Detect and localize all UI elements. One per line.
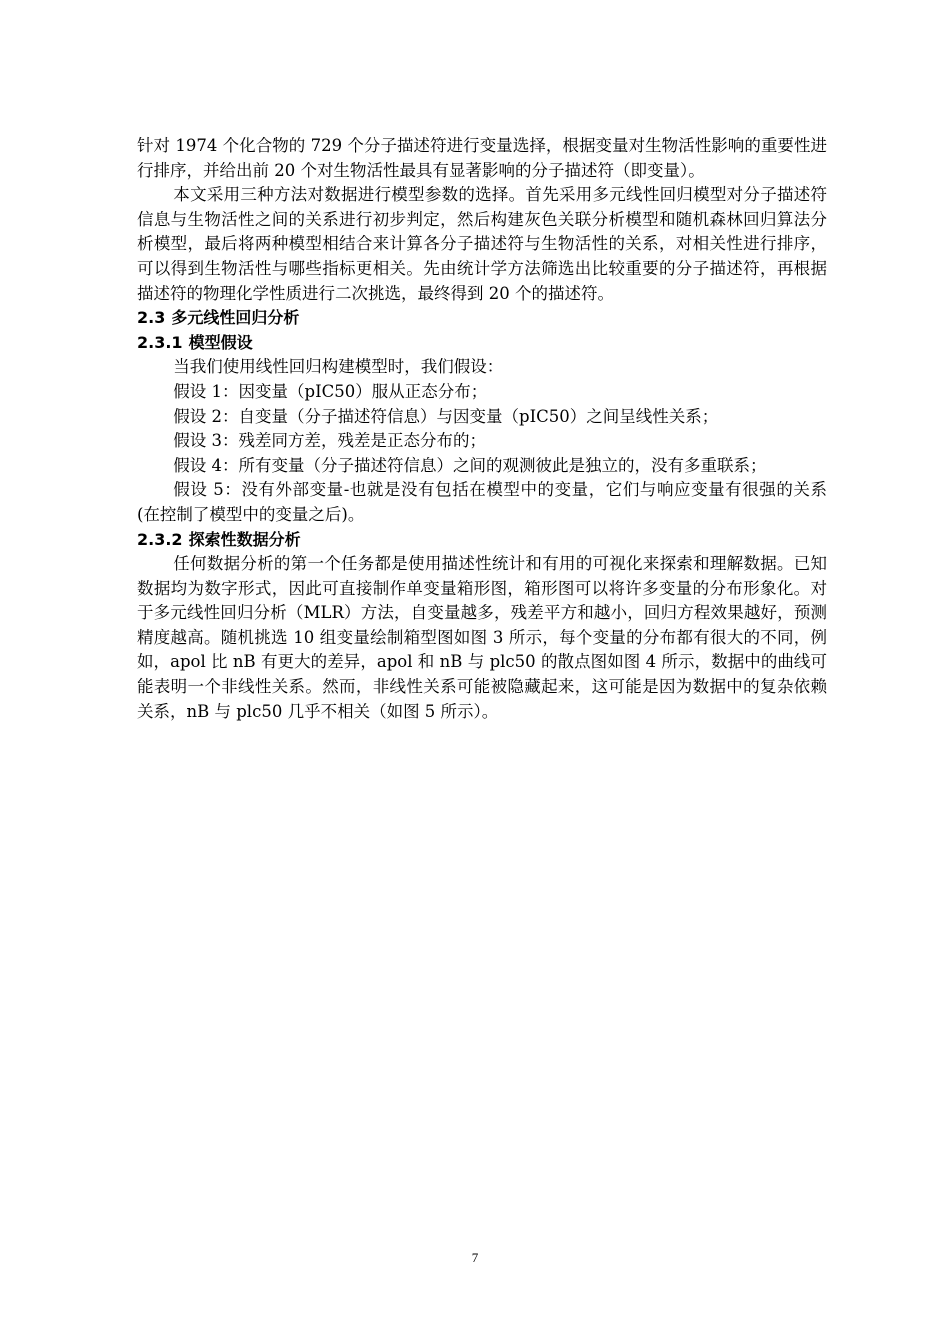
paragraph-variable-selection: 针对 1974 个化合物的 729 个分子描述符进行变量选择，根据变量对生物活性影响的重要性进行排序，并给出前 20 个对生物活性最具有显著影响的分子描述符（即变量）。 <box>137 136 827 180</box>
paragraph-method-overview: 本文采用三种方法对数据进行模型参数的选择。首先采用多元线性回归模型对分子描述符信息与生物活性之间的关系进行初步判定，然后构建灰色关联分析模型和随机森林回归算法分析模型，最后将两种模型相结合来计算各分子描述符与生物活性的关系，对相关性进行排序，可以得到生物活性与哪些指标更相关。先由统计学方法筛选出比较重要的分子描述符，再根据描述符的物理化学性质进行二次挑选，最终得到 20 个的描述符。 <box>137 185 827 303</box>
section-heading-2-3 <box>137 306 827 331</box>
section-number: 2.3.1 <box>137 332 183 352</box>
section-title: 多元线性回归分析 <box>171 308 300 328</box>
assumptions-intro: 当我们使用线性回归构建模型时，我们假设： <box>173 357 504 377</box>
section-title: 探索性数据分析 <box>188 529 301 549</box>
assumption-1: 假设 1：因变量（pIC50）服从正态分布； <box>173 381 488 401</box>
section-number: 2.3.2 <box>137 529 183 549</box>
assumption-2: 假设 2：自变量（分子描述符信息）与因变量（pIC50）之间呈线性关系； <box>173 406 719 426</box>
section-title: 模型假设 <box>188 332 253 352</box>
assumption-5: 假设 5：没有外部变量-也就是没有包括在模型中的变量，它们与响应变量有很强的关系(在控制了模型中的变量之后)。 <box>137 480 827 524</box>
assumption-4: 假设 4：所有变量（分子描述符信息）之间的观测彼此是独立的，没有多重联系； <box>173 455 767 475</box>
paragraph-exploratory-analysis: 任何数据分析的第一个任务都是使用描述性统计和有用的可视化来探索和理解数据。已知数据均为数字形式，因此可直接制作单变量箱形图，箱形图可以将许多变量的分布形象化。对于多元线性回归分析（MLR）方法，自变量越多，残差平方和越小，回归方程效果越好，预测精度越高。随机挑选 10 组变量绘制箱型图如图 3 所示，每个变量的分布都有很大的不同，例如，apol 比 nB 有更大的差异，apol 和 nB 与 plc50 的散点图如图 4 所示，数据中的曲线可能表明一个非线性关系。然而，非线性关系可能被隐藏起来，这可能是因为数据中的复杂依赖关系，nB 与 plc50 几乎不相关（如图 5 所示）。 <box>137 554 827 721</box>
document-body <box>137 134 827 724</box>
section-number: 2.3 <box>137 308 166 328</box>
section-heading-2-3-2 <box>137 528 827 553</box>
assumption-3: 假设 3：残差同方差，残差是正态分布的； <box>173 431 487 451</box>
section-heading-2-3-1 <box>137 331 827 356</box>
page-number: 7 <box>471 1250 479 1265</box>
